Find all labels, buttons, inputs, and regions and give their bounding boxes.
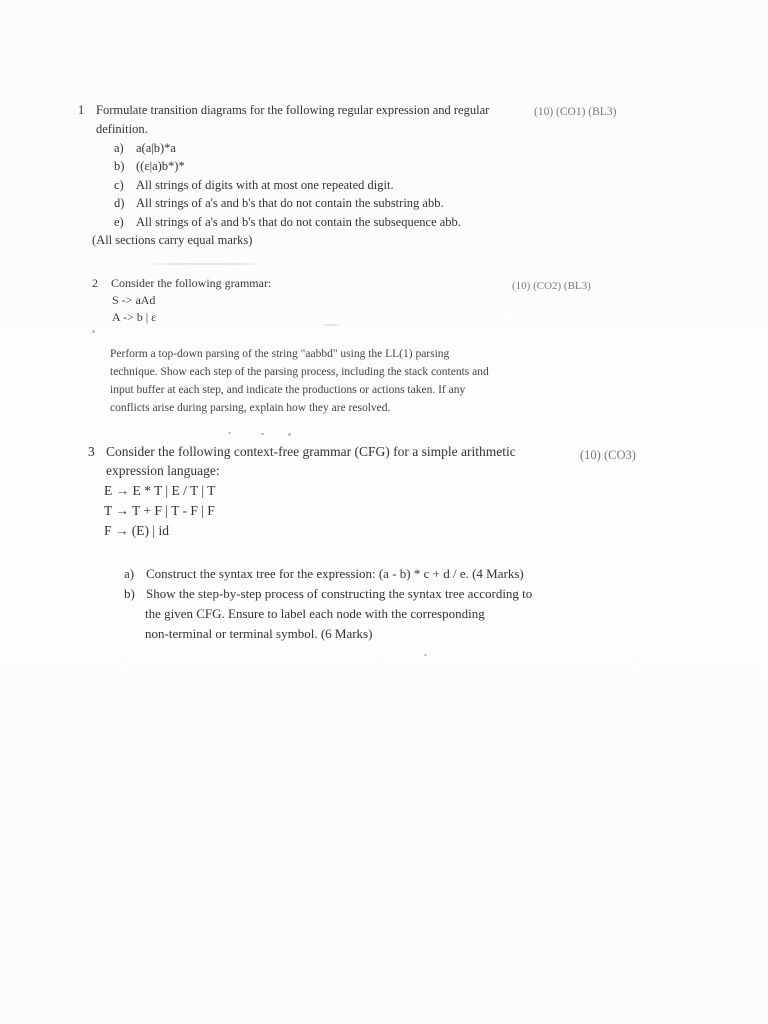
sub-item-text: Construct the syntax tree for the expression: (a - b) * c + d / e. (4 Marks)	[146, 566, 524, 581]
sub-item-label: e)	[114, 215, 124, 229]
question-stem: Formulate transition diagrams for the following regular expression and regular	[96, 103, 490, 117]
question-number: 1	[78, 103, 85, 117]
sub-item-text: All strings of a's and b's that do not contain the subsequence abb.	[136, 215, 461, 229]
sub-item-text: ((ε|a)b*)*	[136, 159, 185, 173]
scan-smudge	[228, 432, 231, 434]
sub-item-label: d)	[114, 196, 125, 210]
question-paragraph-line: input buffer at each step, and indicate the productions or actions taken. If any	[110, 384, 466, 396]
scan-smudge	[424, 654, 427, 656]
question-stem-continued: expression language:	[106, 463, 220, 478]
sub-item-label: c)	[114, 178, 124, 192]
sub-item-text-continued: the given CFG. Ensure to label each node with the corresponding	[145, 606, 485, 621]
grammar-rule: T → T + F | T - F | F	[104, 503, 215, 518]
question-paragraph-line: technique. Show each step of the parsing process, including the stack contents and	[110, 366, 489, 378]
sub-item	[124, 586, 532, 602]
grammar-rule: A -> b | ε	[112, 310, 157, 324]
marks-label: (10) (CO2) (BL3)	[512, 280, 591, 292]
sub-item-text: a(a|b)*a	[136, 141, 176, 155]
sub-item-label: a)	[114, 141, 124, 155]
sub-item-text: Show the step-by-step process of constructing the syntax tree according to	[146, 586, 533, 601]
grammar-rule: S -> aAd	[112, 293, 156, 307]
scan-smudge	[288, 433, 291, 436]
scan-smudge	[322, 324, 340, 326]
sub-item	[114, 159, 185, 174]
question-stem: Consider the following grammar:	[111, 276, 272, 290]
marks-label: (10) (CO3)	[580, 448, 636, 462]
sub-item-label: b)	[124, 586, 135, 601]
question-stem-continued: definition.	[96, 122, 148, 136]
sub-item	[114, 178, 394, 193]
question-paragraph-line: Perform a top-down parsing of the string "aabbd" using the LL(1) parsing	[110, 348, 450, 360]
sub-item	[114, 141, 176, 156]
sub-item-text-continued: non-terminal or terminal symbol. (6 Marks)	[145, 626, 373, 641]
marks-note: (All sections carry equal marks)	[92, 233, 253, 247]
sub-item	[114, 215, 461, 230]
scan-smudge	[261, 433, 264, 435]
question-number: 3	[88, 444, 95, 459]
sub-item	[124, 566, 524, 582]
sub-item-text: All strings of digits with at most one repeated digit.	[136, 178, 394, 192]
sub-item-label: a)	[124, 566, 135, 581]
sub-item-text: All strings of a's and b's that do not contain the substring abb.	[136, 196, 444, 210]
scan-smudge	[150, 263, 262, 265]
sub-item-label: b)	[114, 159, 125, 173]
sub-item	[114, 196, 444, 211]
question-stem: Consider the following context-free grammar (CFG) for a simple arithmetic	[106, 444, 516, 459]
grammar-rule: F → (E) | id	[104, 523, 169, 538]
question-number: 2	[92, 276, 98, 290]
marks-label: (10) (CO1) (BL3)	[534, 106, 617, 118]
grammar-rule: E → E * T | E / T | T	[104, 483, 216, 498]
scan-smudge	[92, 330, 95, 333]
question-paragraph-line: conflicts arise during parsing, explain how they are resolved.	[110, 402, 391, 414]
